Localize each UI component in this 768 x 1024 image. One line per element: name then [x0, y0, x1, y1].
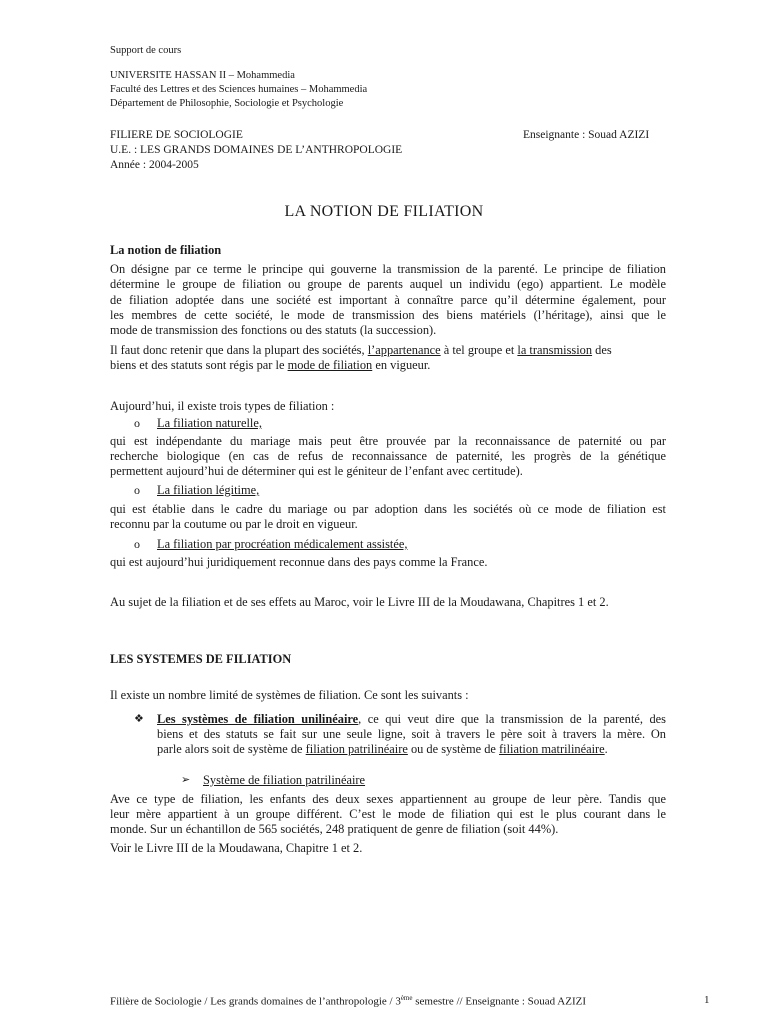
paragraph-line: reconnu par la coutume ou par le droit en vigueur. — [110, 517, 358, 531]
text-run: biens et des statuts sont régis par le — [110, 358, 288, 372]
ue-label: U.E. : LES GRANDS DOMAINES DE L’ANTHROPOLOGIE — [110, 144, 403, 156]
year-label: Année : 2004-2005 — [110, 159, 199, 171]
text-run: , ce qui veut dire que la transmission de la parenté, des — [358, 712, 666, 726]
section-heading-filiation: La notion de filiation — [110, 243, 222, 257]
document-title: LA NOTION DE FILIATION — [284, 203, 484, 220]
paragraph-line: mode de transmission des fonctions ou des statuts (la succession). — [110, 323, 437, 337]
paragraph-line: qui est établie dans le cadre du mariage ou par adoption dans les sociétés où ce mode de filiation est — [110, 502, 666, 516]
filiere-label: FILIERE DE SOCIOLOGIE — [110, 129, 243, 141]
paragraph-line: qui est aujourd’hui juridiquement reconnue dans des pays comme la France. — [110, 555, 488, 569]
paragraph-line: leur mère appartient à un groupe différent. C’est le mode de filiation qui est le plus courant dans le — [110, 807, 666, 821]
type-label-legitime: La filiation légitime, — [157, 483, 260, 497]
paragraph-line: détermine le groupe de filiation ou groupe de parents auquel un individu (ego) appartient. Le modèle — [110, 277, 666, 291]
paragraph-line: qui est indépendante du mariage mais peut être prouvée par la reconnaissance de paternité ou par — [110, 434, 666, 448]
type-label-pma: La filiation par procréation médicalement assistée, — [157, 537, 408, 551]
superscript: ème — [400, 994, 413, 1002]
support-label: Support de cours — [110, 45, 182, 56]
section-heading-systemes: LES SYSTEMES DE FILIATION — [110, 652, 292, 666]
university-name: UNIVERSITE HASSAN II – Mohammedia — [110, 70, 295, 81]
unilineaire-label: Les systèmes de filiation unilinéaire — [157, 712, 359, 726]
paragraph-retenir-line2 — [110, 358, 430, 373]
moudawana-note: Voir le Livre III de la Moudawana, Chapitre 1 et 2. — [110, 841, 363, 855]
department-name: Département de Philosophie, Sociologie et Psychologie — [110, 98, 344, 109]
underlined-term: filiation matrilinéaire — [499, 742, 605, 756]
teacher-label: Enseignante : Souad AZIZI — [523, 129, 650, 141]
underlined-term: filiation patrilinéaire — [305, 742, 408, 756]
underlined-term: l’appartenance — [367, 343, 441, 357]
text-run: à tel groupe et — [440, 343, 518, 357]
text-run: semestre // Enseignante : Souad AZIZI — [412, 995, 587, 1008]
text-run: . — [604, 742, 608, 756]
paragraph-line: monde. Sur un échantillon de 565 sociétés, 248 pratiquent de genre de filiation (soit 44%). — [110, 822, 559, 836]
diamond-bullet-icon: ❖ — [134, 713, 144, 725]
paragraph-line: permettent aujourd’hui de déterminer qui est le géniteur de l’enfant avec certitude). — [110, 464, 523, 478]
paragraph-line: les membres de cette société, le mode de transmission des biens matériels (l’héritage), ainsi que le — [110, 308, 666, 322]
text-run: des — [592, 343, 612, 357]
text-run: parle alors soit de système de — [157, 742, 306, 756]
paragraph-line: de filiation adoptée dans une société est important à connaître parce qu’il détermine également, pour — [110, 293, 666, 307]
circle-bullet-icon: o — [134, 416, 140, 430]
underlined-term: la transmission — [517, 343, 593, 357]
morocco-note: Au sujet de la filiation et de ses effets au Maroc, voir le Livre III de la Moudawana, Chapitres 1 et 2. — [110, 595, 609, 609]
paragraph-line: recherche biologique (en cas de refus de reconnaissance de paternité, les progrès de la génétique — [110, 449, 666, 463]
circle-bullet-icon: o — [134, 537, 140, 551]
text-run: ou de système de — [407, 742, 500, 756]
type-label-naturelle: La filiation naturelle, — [157, 416, 262, 430]
unilineaire-line3 — [157, 742, 608, 757]
text-run: en vigueur. — [372, 358, 431, 372]
faculty-name: Faculté des Lettres et des Sciences humaines – Mohammedia — [110, 84, 368, 95]
systemes-intro: Il existe un nombre limité de systèmes de filiation. Ce sont les suivants : — [110, 688, 469, 702]
paragraph-line: biens et des statuts se fait sur une seule ligne, soit à travers le père soit à travers la mère. On — [157, 727, 666, 741]
paragraph-line: On désigne par ce terme le principe qui gouverne la transmission de la parenté. Le principe de filiation — [110, 262, 666, 276]
paragraph-line: Ave ce type de filiation, les enfants des deux sexes appartiennent au groupe de leur père. Tandis que — [110, 792, 666, 806]
circle-bullet-icon: o — [134, 483, 140, 497]
patrilineaire-label: Système de filiation patrilinéaire — [203, 773, 366, 787]
unilineaire-line1 — [157, 712, 666, 727]
page-footer — [110, 994, 586, 1008]
underlined-term: mode de filiation — [287, 358, 373, 372]
arrow-bullet-icon: ➢ — [181, 774, 191, 786]
types-intro: Aujourd’hui, il existe trois types de filiation : — [110, 399, 335, 413]
page-number: 1 — [704, 994, 710, 1006]
text-run: Filière de Sociologie / Les grands domaines de l’anthropologie / 3 — [110, 995, 401, 1008]
paragraph-retenir — [110, 343, 612, 358]
text-run: Il faut donc retenir que dans la plupart des sociétés, — [110, 343, 368, 357]
